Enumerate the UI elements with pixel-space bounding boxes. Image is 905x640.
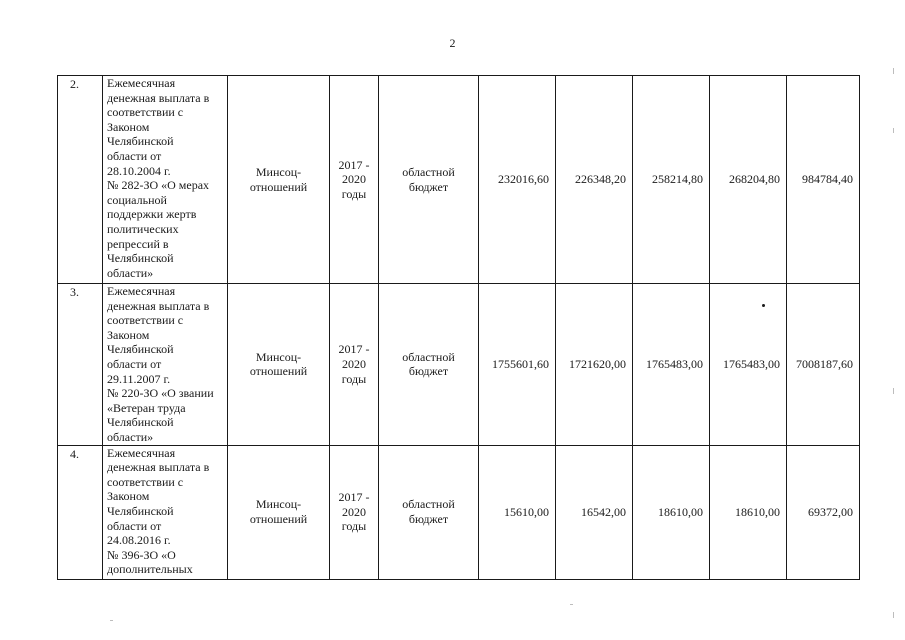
amount-2018: 226348,20 xyxy=(556,76,633,284)
period-cell: 2017 - 2020 годы xyxy=(330,284,379,446)
row-number: 3. xyxy=(58,284,103,446)
source-cell: областной бюджет xyxy=(379,284,479,446)
amount-2020: 18610,00 xyxy=(710,445,787,579)
amount-2019: 1765483,00 xyxy=(633,284,710,446)
measure-name: Ежемесячная денежная выплата в соответствии с Законом Челябинской области от 24.08.2016 г. № 396-ЗО «О дополнительных xyxy=(103,445,228,579)
amount-2017: 1755601,60 xyxy=(479,284,556,446)
row-number: 2. xyxy=(58,76,103,284)
amount-2018: 1721620,00 xyxy=(556,284,633,446)
amount-2019: 18610,00 xyxy=(633,445,710,579)
amount-total: 69372,00 xyxy=(787,445,860,579)
measure-name: Ежемесячная денежная выплата в соответствии с Законом Челябинской области от 28.10.2004 г. № 282-ЗО «О мерах социальной поддержки жертв политических репрессий в Челябинской области» xyxy=(103,76,228,284)
scan-edge-mark xyxy=(110,620,113,621)
scan-edge-mark xyxy=(893,128,894,133)
measure-name: Ежемесячная денежная выплата в соответствии с Законом Челябинской области от 29.11.2007 г. № 220-ЗО «О звании «Ветеран труда Челябинской области» xyxy=(103,284,228,446)
source-cell: областной бюджет xyxy=(379,76,479,284)
table-row xyxy=(58,445,860,579)
amount-2020: 1765483,00 xyxy=(710,284,787,446)
period-cell: 2017 - 2020 годы xyxy=(330,445,379,579)
amount-total: 7008187,60 xyxy=(787,284,860,446)
executor-cell: Минсоц- отношений xyxy=(228,284,330,446)
scan-edge-mark xyxy=(893,68,894,74)
amount-2017: 15610,00 xyxy=(479,445,556,579)
scan-speck xyxy=(762,304,765,307)
amount-2018: 16542,00 xyxy=(556,445,633,579)
page-number: 2 xyxy=(449,36,456,50)
budget-table xyxy=(57,75,860,580)
scan-edge-mark xyxy=(893,388,894,394)
amount-2019: 258214,80 xyxy=(633,76,710,284)
executor-cell: Минсоц- отношений xyxy=(228,445,330,579)
table-row xyxy=(58,284,860,446)
source-cell: областной бюджет xyxy=(379,445,479,579)
executor-cell: Минсоц- отношений xyxy=(228,76,330,284)
amount-total: 984784,40 xyxy=(787,76,860,284)
table-row xyxy=(58,76,860,284)
period-cell: 2017 - 2020 годы xyxy=(330,76,379,284)
amount-2020: 268204,80 xyxy=(710,76,787,284)
scan-edge-mark xyxy=(570,604,573,605)
row-number: 4. xyxy=(58,445,103,579)
scan-edge-mark xyxy=(893,612,894,618)
amount-2017: 232016,60 xyxy=(479,76,556,284)
